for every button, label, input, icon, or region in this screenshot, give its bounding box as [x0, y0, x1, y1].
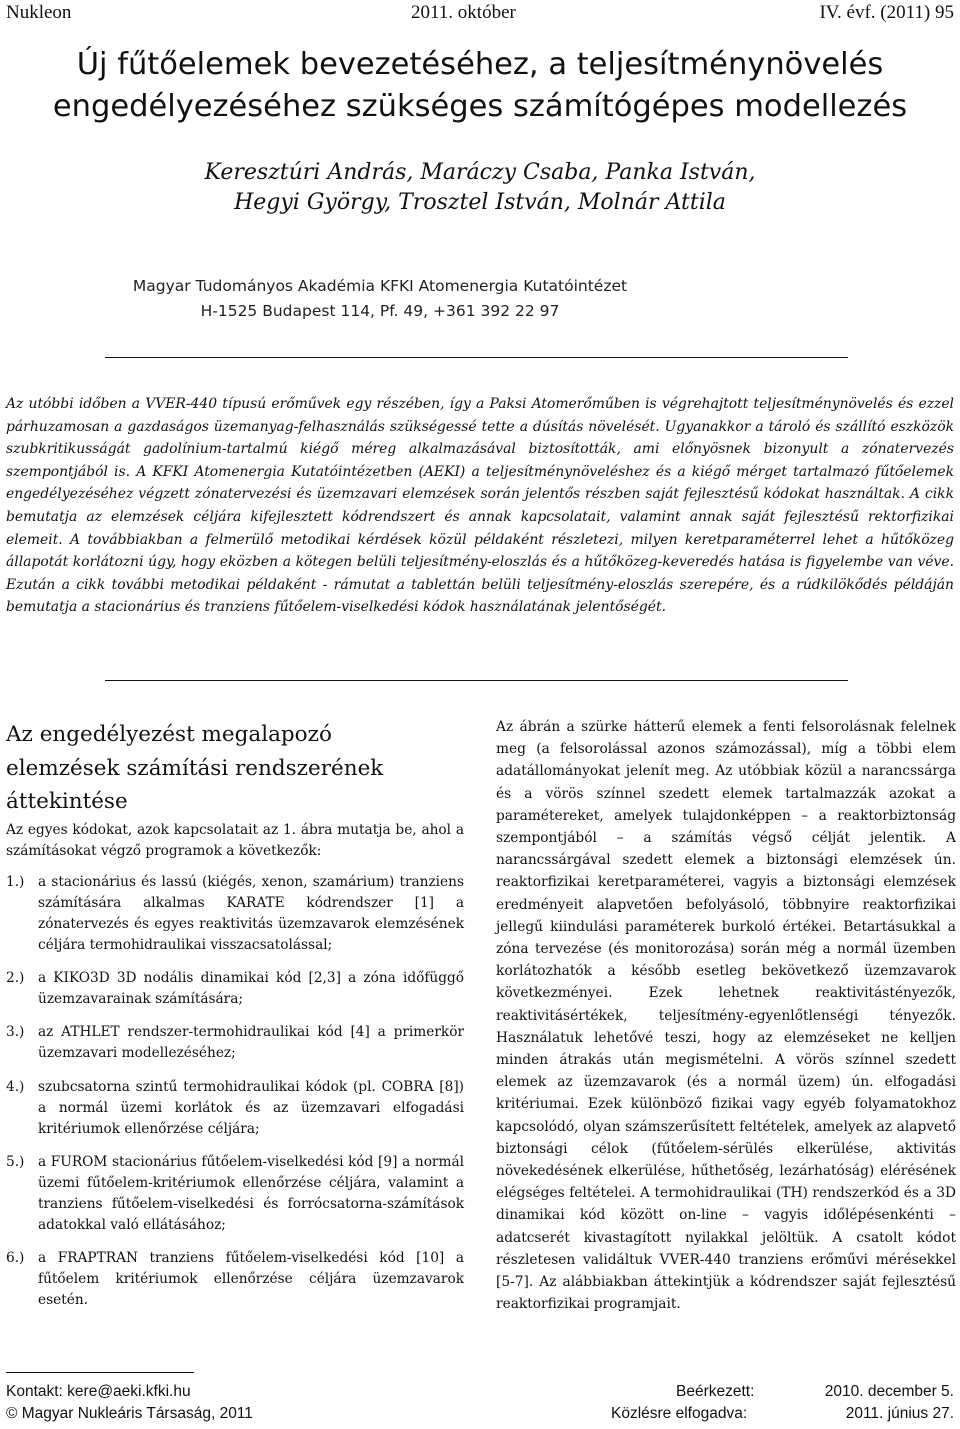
authors-line-2: Hegyi György, Trosztel István, Molnár Attila [234, 190, 726, 215]
received-date: 2010. december 5. [824, 1383, 954, 1400]
section-intro: Az egyes kódokat, azok kapcsolatait az 1. ábra mutatja be, ahol a számításokat végző programok a következők: [6, 822, 464, 859]
list-item-number: 2.) [6, 970, 25, 987]
top-divider [105, 357, 848, 358]
issue-date: 2011. október [411, 2, 516, 23]
list-item-number: 1.) [6, 874, 25, 890]
list-item-number: 3.) [6, 1024, 25, 1041]
right-column-text: Az ábrán a szürke hátterű elemek a fenti felsorolásnak felelnek meg (a felsorolással azonos számozással), míg a többi elem adatállományokat jelenít meg. Az utóbbiak közül a narancssárga és a vörös színnel szedett elemek tartalmazzák azokat a paramétereket, amelyek tulajdonképpen – a reaktorbiztonság szempontjából – a számítás végső célját jelentik. A narancssárgával szedett elemek a biztonsági elemzések ún. reaktorfizikai keretparaméterei, vagyis a biztonsági elemzések eredményeit alapvetően befolyásoló, többnyire reaktorfizikai jellegű kiindulási paraméterek burkoló értékei. Betartásukkal a zóna tervezése (és monitorozása) során még a normál üzemben korlátozhatók a később esetleg bekövetkező üzemzavarok következményei. Ezek lehetnek reaktivitástényezők, reaktivitásértékek, teljesítmény-egyenlőtlenségi tényezők. Használatuk lehetővé teszi, hogy az elemzéseket ne kelljen minden átrakás után megismételni. A vörös színnel szedett elemek az üzemzavarok (és a normál üzem) ún. elfogadási kritériumai. Ezek különböző fizikai vagy egyéb folyamatokhoz kapcsolódó, olyan számszerűsített feltételek, amelyek az alapvető biztonsági célok (fűtőelem-sérülés elkerülése, aktivitás növekedésének elkerülése, hűthetőség, lezárhatóság) elérésének elégséges feltételei. A termohidraulikai (TH) rendszerkód és a 3D dinamikai kód között on-line – vagyis időlépésenkénti – adatcserét kivastagított nyilakkal jelöltük. A csatolt kódot részletesen validáltuk VVER-440 tranziens erőművi mérésekkel [5-7]. Az alábbiakban áttekintjük a kódrendszer saját fejlesztésű reaktorfizikai programjait. [496, 719, 956, 1313]
paper-title-line-2: engedélyezéséhez szükséges számítógépes modellezés [52, 89, 908, 124]
volume-page: IV. évf. (2011) 95 [819, 2, 954, 23]
copyright: © Magyar Nukleáris Társaság, 2011 [6, 1405, 253, 1422]
journal-name: Nukleon [6, 2, 72, 23]
accepted-label: Közlésre elfogadva: [611, 1405, 748, 1422]
program-list [6, 872, 464, 1323]
list-item [6, 968, 464, 1010]
list-item-text: szubcsatorna szintű termohidraulikai kódok (pl. COBRA [8]) a normál üzemi korlátok és az üzemzavari elfogadási kritériumok ellenőrzése céljára; [38, 1078, 464, 1137]
list-item-number: 5.) [6, 1153, 25, 1170]
affiliation-line-2: H-1525 Budapest 114, Pf. 49, +361 392 22 97 [200, 302, 560, 320]
list-item [6, 1152, 464, 1236]
abstract: Az utóbbi időben a VVER-440 típusú erőművek egy részében, így a Paksi Atomerőműben is végrehajtott teljesítménynövelés és ezzel párhuzamosan a gazdaságos üzemanyag-felhasználás szükségessé tette a dúsítás növelését. Ugyanakkor a tároló és szállító eszközök szubkritikusságát gadolínium-tartalmú kiégő méreg alkalmazásával biztosították, ami előnyösnek bizonyult a zónatervezés szempontjából is. A KFKI Atomenergia Kutatóintézetben (AEKI) a teljesítménynöveléshez és a kiégő mérget tartalmazó fűtőelemek engedélyezéséhez végzett zónatervezési és üzemzavari elemzések során jelentős részben saját fejlesztésű kódokat használtak. A cikk bemutatja az elemzések céljára kifejlesztett kódrendszert és annak kapcsolatait, valamint annak saját fejlesztésű rektorfizikai elemeit. A továbbiakban a felmerülő metodikai kérdések közül példaként részletezi, milyen keretparaméterrel lehet a hűtőközeg állapotát korlátozni úgy, hogy eközben a kötegen belüli teljesítmény-eloszlás és a hűtőközeg-keveredés hatása is figyelembe van véve. Ezután a cikk további metodikai példaként - rámutat a tablettán belüli teljesítmény-eloszlás szerepére, és a rúdkilökődés példáján bemutatja a stacionárius és tranziens fűtőelem-viselkedési kódok használatának jelentőségét. [6, 396, 954, 616]
accepted-date: 2011. június 27. [845, 1405, 954, 1422]
authors-line-1: Keresztúri András, Maráczy Csaba, Panka István, [204, 160, 756, 185]
paper-title-line-1: Új fűtőelemek bevezetéséhez, a teljesítménynövelés [76, 47, 884, 82]
list-item [6, 872, 464, 956]
list-item [6, 1248, 464, 1311]
affiliation-line-1: Magyar Tudományos Akadémia KFKI Atomenergia Kutatóintézet [132, 277, 628, 295]
list-item-text: a stacionárius és lassú (kiégés, xenon, szamárium) tranziens számítására alkalmas KARATE kódrendszer [1] a zónatervezés és egyes reaktivitás üzemzavarok elemzésének céljára termohidraulikai visszacsatolással; [38, 874, 464, 953]
list-item-number: 4.) [6, 1078, 25, 1095]
list-item [6, 1022, 464, 1064]
list-item [6, 1077, 464, 1140]
section-heading: Az engedélyezést megalapozó elemzések számítási rendszerének áttekintése [6, 722, 384, 814]
bottom-divider [105, 680, 848, 681]
list-item-number: 6.) [6, 1250, 25, 1267]
received-label: Beérkezett: [676, 1383, 755, 1400]
list-item-text: a FRAPTRAN tranziens fűtőelem-viselkedési kód [10] a fűtőelem kritériumok ellenőrzése céljára üzemzavarok esetén. [38, 1250, 464, 1308]
list-item-text: a FUROM stacionárius fűtőelem-viselkedési kód [9] a normál üzemi fűtőelem-kritériumok ellenőrzése céljára, valamint a tranziens fűtőelem-viselkedési és forrócsatorna-számítások adatokkal való ellátásához; [38, 1153, 464, 1233]
list-item-text: a KIKO3D 3D nodális dinamikai kód [2,3] a zóna időfüggő üzemzavarainak számítására; [38, 970, 464, 1008]
contact-email: Kontakt: kere@aeki.kfki.hu [6, 1383, 191, 1400]
footer-rule [6, 1372, 194, 1373]
list-item-text: az ATHLET rendszer-termohidraulikai kód [4] a primerkör üzemzavari modellezéséhez; [38, 1024, 464, 1062]
